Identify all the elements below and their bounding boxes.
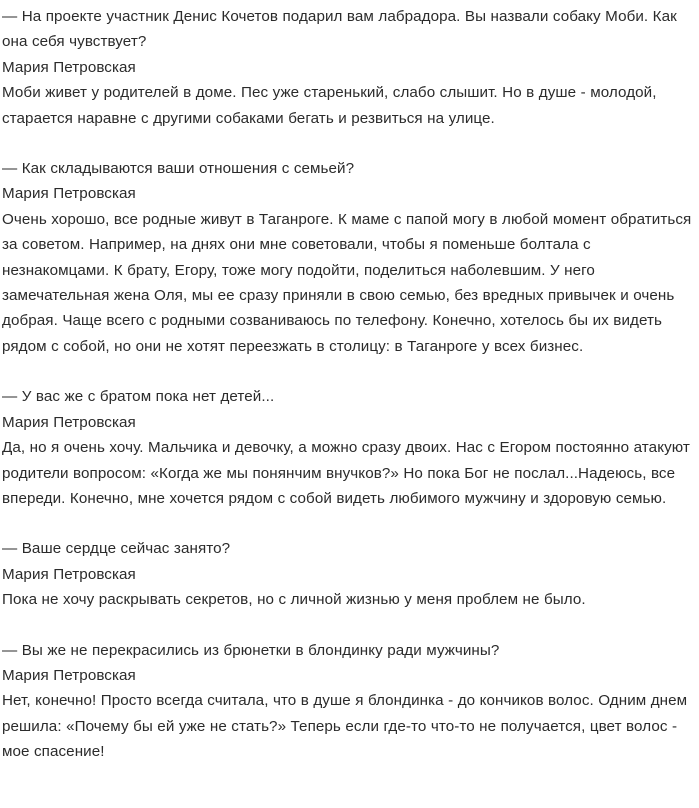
interview-answer: Нет, конечно! Просто всегда считала, что в душе я блондинка - до кончиков волос. Одним днем решила: «Почему бы ей уже не стать?» Теперь если где-то что-то не получается, цвет волос - мое спасение! — [2, 692, 688, 761]
interview-answer: Моби живет у родителей в доме. Пес уже старенький, слабо слышит. Но в душе - молодой, старается наравне с другими собаками бегать и резвиться на улице. — [2, 84, 657, 127]
interview-answer: Пока не хочу раскрывать секретов, но с личной жизнью у меня проблем не было. — [2, 591, 586, 609]
interview-question: — У вас же с братом пока нет детей... — [2, 388, 275, 406]
speaker-name: Мария Петровская — [2, 185, 136, 203]
interview-answer: Да, но я очень хочу. Мальчика и девочку, а можно сразу двоих. Нас с Егором постоянно атакуют родители вопросом: «Когда же мы понянчим внучков?» Но пока Бог не послал...Надеюсь, все впереди. Конечно, мне хочется рядом с собой видеть любимого мужчину и здоровую семью. — [2, 439, 690, 507]
interview-answer: Очень хорошо, все родные живут в Таганроге. К маме с папой могу в любой момент обратиться за советом. Например, на днях они мне советовали, чтобы я поменьше болтала с незнакомцами. К брату, Егору, тоже могу подойти, поделиться наболевшим. У него замечательная жена Оля, мы ее сразу приняли в свою семью, без вредных привычек и очень добрая. Чаще всего с родными созваниваюсь по телефону. Конечно, хотелось бы их видеть рядом с собой, но они не хотят переезжать в столицу: в Таганроге у всех бизнес. — [2, 210, 692, 355]
speaker-name: Мария Петровская — [2, 413, 136, 431]
interview-question: — Как складываются ваши отношения с семьей? — [2, 160, 355, 178]
interview-question: — Ваше сердце сейчас занято? — [2, 540, 231, 558]
interview-question: — На проекте участник Денис Кочетов подарил вам лабрадора. Вы назвали собаку Моби. Как она себя чувствует? — [2, 8, 677, 51]
qa-block — [2, 384, 693, 511]
speaker-name: Мария Петровская — [2, 58, 136, 76]
speaker-name: Мария Петровская — [2, 666, 136, 684]
qa-block — [2, 4, 693, 131]
qa-block — [2, 156, 693, 359]
qa-block — [2, 638, 693, 765]
qa-block — [2, 536, 693, 612]
interview-question: — Вы же не перекрасились из брюнетки в блондинку ради мужчины? — [2, 641, 500, 659]
speaker-name: Мария Петровская — [2, 565, 136, 583]
